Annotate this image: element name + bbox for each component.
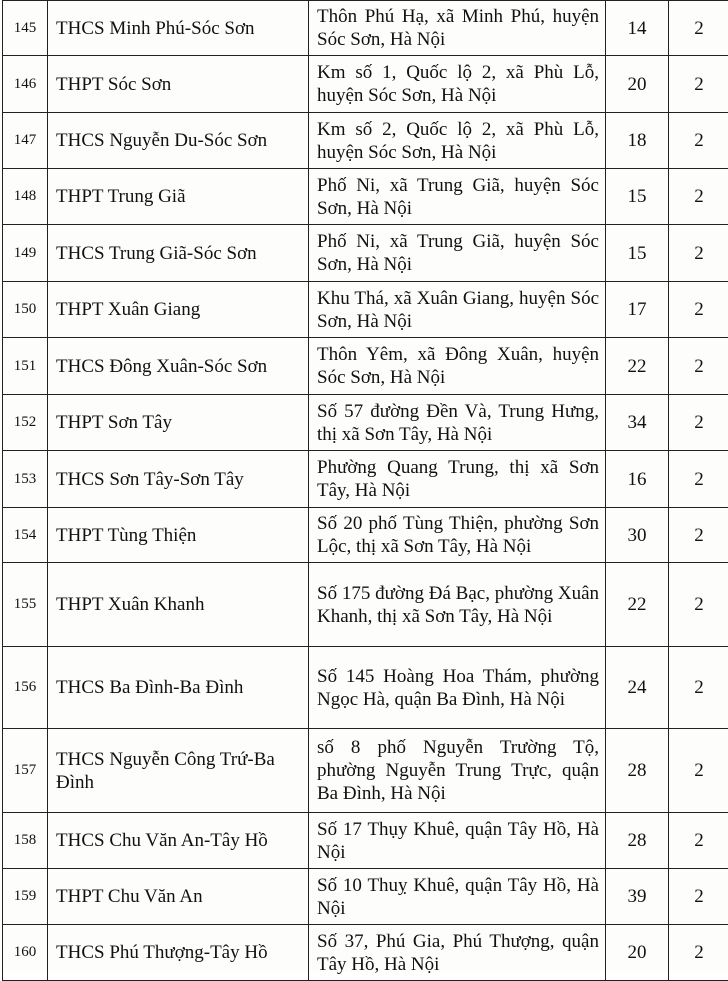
school-table — [2, 0, 728, 981]
row-number: 156 — [3, 647, 48, 729]
school-address: Số 20 phố Tùng Thiện, phường Sơn Lộc, thị xã Sơn Tây, Hà Nội — [309, 508, 606, 563]
site-count: 2 — [669, 647, 728, 729]
school-address: Phố Ni, xã Trung Giã, huyện Sóc Sơn, Hà Nội — [309, 169, 606, 225]
school-address: Số 17 Thụy Khuê, quận Tây Hồ, Hà Nội — [309, 813, 606, 869]
school-address: Phố Ni, xã Trung Giã, huyện Sóc Sơn, Hà Nội — [309, 225, 606, 282]
site-count: 2 — [669, 563, 728, 647]
school-address: số 8 phố Nguyễn Trường Tộ, phường Nguyễn Trung Trực, quận Ba Đình, Hà Nội — [309, 729, 606, 813]
table-row — [3, 225, 728, 282]
room-count: 28 — [606, 729, 669, 813]
room-count: 15 — [606, 169, 669, 225]
row-number: 150 — [3, 282, 48, 338]
site-count: 2 — [669, 169, 728, 225]
site-count: 2 — [669, 729, 728, 813]
site-count: 2 — [669, 282, 728, 338]
table-row — [3, 338, 728, 395]
room-count: 39 — [606, 869, 669, 925]
site-count: 2 — [669, 113, 728, 169]
site-count: 2 — [669, 395, 728, 451]
table-row — [3, 925, 728, 981]
room-count: 17 — [606, 282, 669, 338]
school-name: THCS Trung Giã-Sóc Sơn — [48, 225, 309, 282]
school-address: Km số 2, Quốc lộ 2, xã Phù Lỗ, huyện Sóc Sơn, Hà Nội — [309, 113, 606, 169]
room-count: 24 — [606, 647, 669, 729]
school-name: THPT Trung Giã — [48, 169, 309, 225]
room-count: 34 — [606, 395, 669, 451]
school-name: THCS Chu Văn An-Tây Hồ — [48, 813, 309, 869]
room-count: 20 — [606, 925, 669, 981]
room-count: 18 — [606, 113, 669, 169]
table-row — [3, 56, 728, 113]
row-number: 155 — [3, 563, 48, 647]
site-count: 2 — [669, 869, 728, 925]
table-row — [3, 282, 728, 338]
school-name: THCS Ba Đình-Ba Đình — [48, 647, 309, 729]
room-count: 22 — [606, 338, 669, 395]
row-number: 154 — [3, 508, 48, 563]
site-count: 2 — [669, 508, 728, 563]
site-count: 2 — [669, 338, 728, 395]
room-count: 22 — [606, 563, 669, 647]
row-number: 157 — [3, 729, 48, 813]
site-count: 2 — [669, 451, 728, 508]
row-number: 152 — [3, 395, 48, 451]
table-row — [3, 113, 728, 169]
school-name: THCS Nguyễn Công Trứ-Ba Đình — [48, 729, 309, 813]
table-row — [3, 169, 728, 225]
school-name: THPT Tùng Thiện — [48, 508, 309, 563]
table-row — [3, 729, 728, 813]
row-number: 159 — [3, 869, 48, 925]
table-row — [3, 647, 728, 729]
table-row — [3, 813, 728, 869]
school-name: THCS Sơn Tây-Sơn Tây — [48, 451, 309, 508]
row-number: 149 — [3, 225, 48, 282]
site-count: 2 — [669, 925, 728, 981]
school-name: THCS Đông Xuân-Sóc Sơn — [48, 338, 309, 395]
row-number: 160 — [3, 925, 48, 981]
table-row — [3, 1, 728, 56]
site-count: 2 — [669, 1, 728, 56]
table-row — [3, 869, 728, 925]
table-row — [3, 563, 728, 647]
school-name: THPT Xuân Khanh — [48, 563, 309, 647]
table-row — [3, 451, 728, 508]
school-address: Số 175 đường Đá Bạc, phường Xuân Khanh, thị xã Sơn Tây, Hà Nội — [309, 563, 606, 647]
row-number: 145 — [3, 1, 48, 56]
site-count: 2 — [669, 56, 728, 113]
school-address: Số 37, Phú Gia, Phú Thượng, quận Tây Hồ, Hà Nội — [309, 925, 606, 981]
row-number: 146 — [3, 56, 48, 113]
school-address: Số 57 đường Đền Và, Trung Hưng, thị xã Sơn Tây, Hà Nội — [309, 395, 606, 451]
school-name: THPT Xuân Giang — [48, 282, 309, 338]
school-name: THCS Phú Thượng-Tây Hồ — [48, 925, 309, 981]
school-name: THCS Minh Phú-Sóc Sơn — [48, 1, 309, 56]
school-address: Thôn Phú Hạ, xã Minh Phú, huyện Sóc Sơn, Hà Nội — [309, 1, 606, 56]
school-address: Số 145 Hoàng Hoa Thám, phường Ngọc Hà, quận Ba Đình, Hà Nội — [309, 647, 606, 729]
room-count: 14 — [606, 1, 669, 56]
row-number: 158 — [3, 813, 48, 869]
room-count: 30 — [606, 508, 669, 563]
room-count: 28 — [606, 813, 669, 869]
row-number: 151 — [3, 338, 48, 395]
room-count: 15 — [606, 225, 669, 282]
table-row — [3, 395, 728, 451]
row-number: 148 — [3, 169, 48, 225]
school-name: THPT Sóc Sơn — [48, 56, 309, 113]
school-name: THCS Nguyễn Du-Sóc Sơn — [48, 113, 309, 169]
site-count: 2 — [669, 813, 728, 869]
school-address: Phường Quang Trung, thị xã Sơn Tây, Hà Nội — [309, 451, 606, 508]
school-address: Khu Thá, xã Xuân Giang, huyện Sóc Sơn, Hà Nội — [309, 282, 606, 338]
school-address: Số 10 Thuỵ Khuê, quận Tây Hồ, Hà Nội — [309, 869, 606, 925]
row-number: 153 — [3, 451, 48, 508]
school-address: Km số 1, Quốc lộ 2, xã Phù Lỗ, huyện Sóc Sơn, Hà Nội — [309, 56, 606, 113]
school-name: THPT Sơn Tây — [48, 395, 309, 451]
school-name: THPT Chu Văn An — [48, 869, 309, 925]
room-count: 20 — [606, 56, 669, 113]
site-count: 2 — [669, 225, 728, 282]
school-address: Thôn Yêm, xã Đông Xuân, huyện Sóc Sơn, Hà Nội — [309, 338, 606, 395]
table-row — [3, 508, 728, 563]
row-number: 147 — [3, 113, 48, 169]
room-count: 16 — [606, 451, 669, 508]
